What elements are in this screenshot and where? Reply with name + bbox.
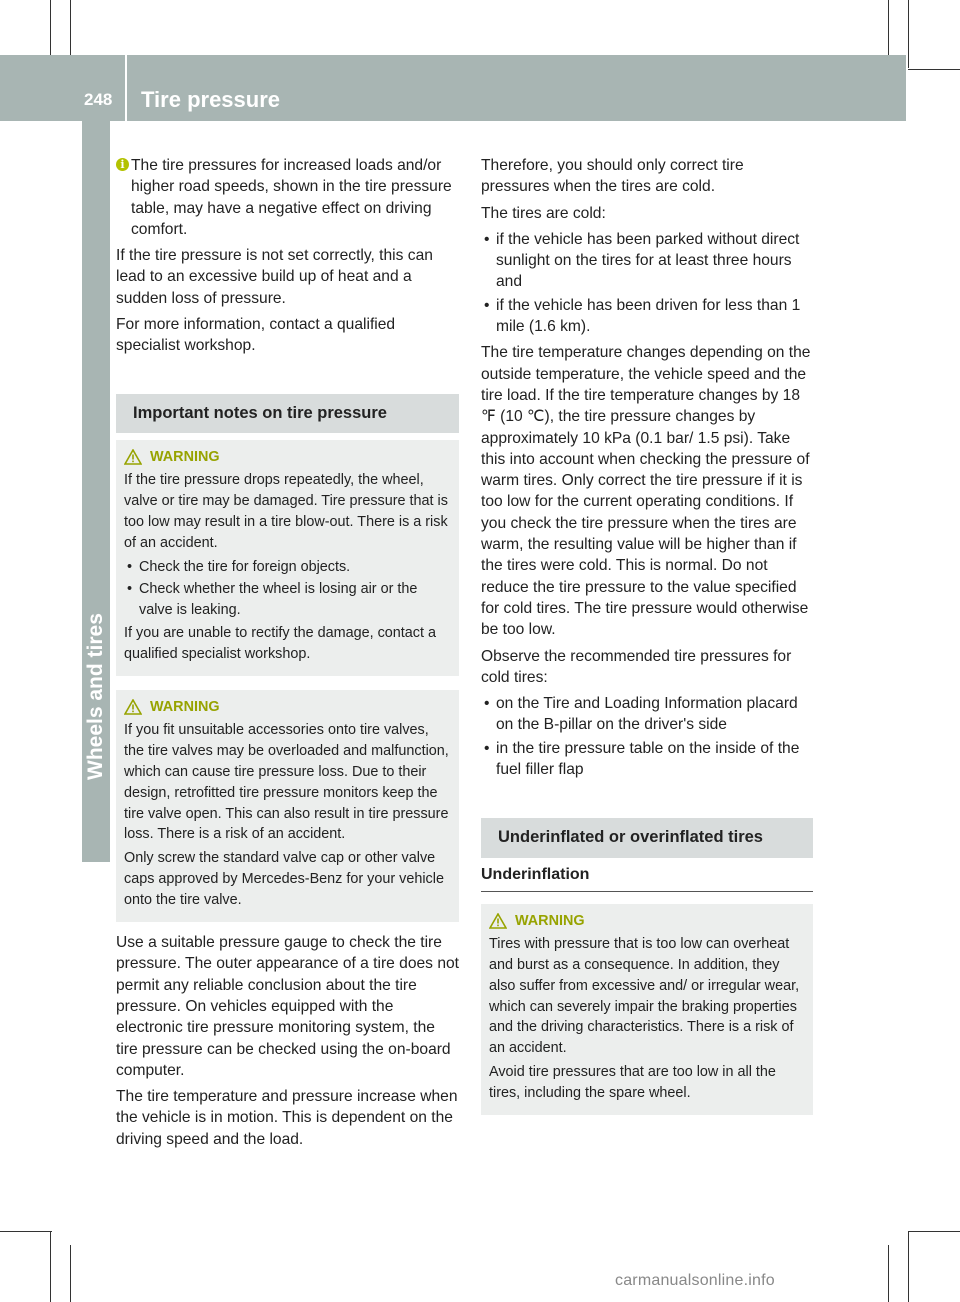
warning-triangle-icon [124, 449, 142, 465]
recommended-pressures-list [481, 693, 813, 780]
warning-title-text: WARNING [515, 912, 585, 929]
paragraph: Observe the recommended tire pressures for cold tires: [481, 647, 792, 686]
section-heading: Underinflated or overinflated tires [481, 818, 813, 857]
info-note [116, 155, 459, 240]
warning-title-text: WARNING [150, 699, 220, 716]
warning-title-text: WARNING [150, 448, 220, 465]
paragraph: Therefore, you should only correct tire pressures when the tires are cold. [481, 157, 744, 196]
crop-mark [50, 1232, 51, 1302]
list-item: • in the tire pressure table on the inside of the fuel filler flap [481, 738, 813, 781]
info-icon: i [116, 158, 129, 171]
warning-box [116, 440, 459, 676]
crop-mark [70, 1245, 71, 1302]
list-item: • if the vehicle has been parked without direct sunlight on the tires for at least three hours and [481, 229, 813, 293]
info-note-text: The tire pressures for increased loads and/or higher road speeds, shown in the tire pressure table, may have a negative effect on driving comfort. [131, 157, 452, 238]
paragraph: The tires are cold: [481, 204, 606, 222]
paragraph: For more information, contact a qualified specialist workshop. [116, 316, 396, 355]
warning-text: If you are unable to rectify the damage, contact a qualified specialist workshop. [124, 625, 436, 663]
warning-box [481, 904, 813, 1115]
warning-text: Avoid tire pressures that are too low in all the tires, including the spare wheel. [489, 1064, 776, 1102]
crop-mark [908, 0, 909, 68]
list-item: • on the Tire and Loading Information placard on the B-pillar on the driver's side [481, 693, 813, 736]
paragraph: The tire temperature and pressure increase when the vehicle is in motion. This is dependent on the driving speed and the load. [116, 1088, 458, 1148]
crop-mark [908, 1232, 909, 1302]
watermark: carmanualsonline.info [615, 1272, 775, 1289]
list-item: • Check whether the wheel is losing air or the valve is leaking. [124, 579, 451, 621]
list-item: • if the vehicle has been driven for less than 1 mile (1.6 km). [481, 295, 813, 338]
page-number: 248 [84, 90, 113, 109]
warning-triangle-icon [124, 699, 142, 715]
warning-box [116, 690, 459, 922]
sub-heading: Underinflation [481, 864, 813, 892]
paragraph: The tire temperature changes depending on the outside temperature, the vehicle speed and the tire load. If the tire temperature changes by 18 ℉ (10 ℃), the tire pressure changes by approximately 10 kPa (0.1 bar/ 1.5 psi). Take this into account when checking the pressure of warm tires. Only correct the tire pressure if it is too low for the current operating conditions. If you check the tire pressure when the tires are warm, the resulting value will be higher than if the tires were cold. This is normal. Do not reduce the tire pressure to the value specified for cold tires. The tire pressure would otherwise be too low. [481, 344, 811, 639]
warning-text: Tires with pressure that is too low can overheat and burst as a consequence. In addition, they also suffer from excessive and/ or irregular wear, which can severely impair the braking properties and the driving characteristics. There is a risk of an accident. [489, 935, 800, 1057]
warning-text: Only screw the standard valve cap or other valve caps approved by Mercedes-Benz for your vehicle onto the tire valve. [124, 850, 444, 909]
warning-title [124, 697, 451, 718]
crop-mark [908, 69, 960, 70]
warning-text: If you fit unsuitable accessories onto tire valves, the tire valves may be overloaded and malfunction, which can cause tire pressure loss. Due to their design, retrofitted tire pressure monitors keep the tire valve open. This can also result in tire pressure loss. There is a risk of an accident. [124, 721, 449, 843]
warning-title [124, 447, 451, 468]
list-item: • Check the tire for foreign objects. [124, 557, 451, 578]
page-title: Tire pressure [141, 87, 281, 112]
paragraph: If the tire pressure is not set correctly, this can lead to an excessive build up of heat and a sudden loss of pressure. [116, 247, 433, 307]
header-band [0, 55, 906, 121]
cold-tires-list [481, 229, 813, 337]
crop-mark [0, 1231, 52, 1232]
warning-title [489, 911, 805, 932]
crop-mark [888, 0, 889, 55]
crop-mark [70, 0, 71, 55]
left-column [116, 155, 459, 1155]
warning-bullet-list [124, 557, 451, 622]
crop-mark [888, 1245, 889, 1302]
warning-triangle-icon [489, 913, 507, 929]
warning-text: If the tire pressure drops repeatedly, the wheel, valve or tire may be damaged. Tire pressure that is too low may result in a tire blow-out. There is a risk of an accident. [124, 471, 448, 551]
side-tab-label: Wheels and tires [84, 613, 107, 780]
header-separator [125, 55, 127, 121]
section-heading: Important notes on tire pressure [116, 394, 459, 433]
paragraph: Use a suitable pressure gauge to check the tire pressure. The outer appearance of a tire does not permit any reliable conclusion about the tire pressure. On vehicles equipped with the electronic tire pressure monitoring system, the tire pressure can be checked using the on-board computer. [116, 934, 459, 1079]
crop-mark [908, 1231, 960, 1232]
right-column [481, 155, 813, 1115]
